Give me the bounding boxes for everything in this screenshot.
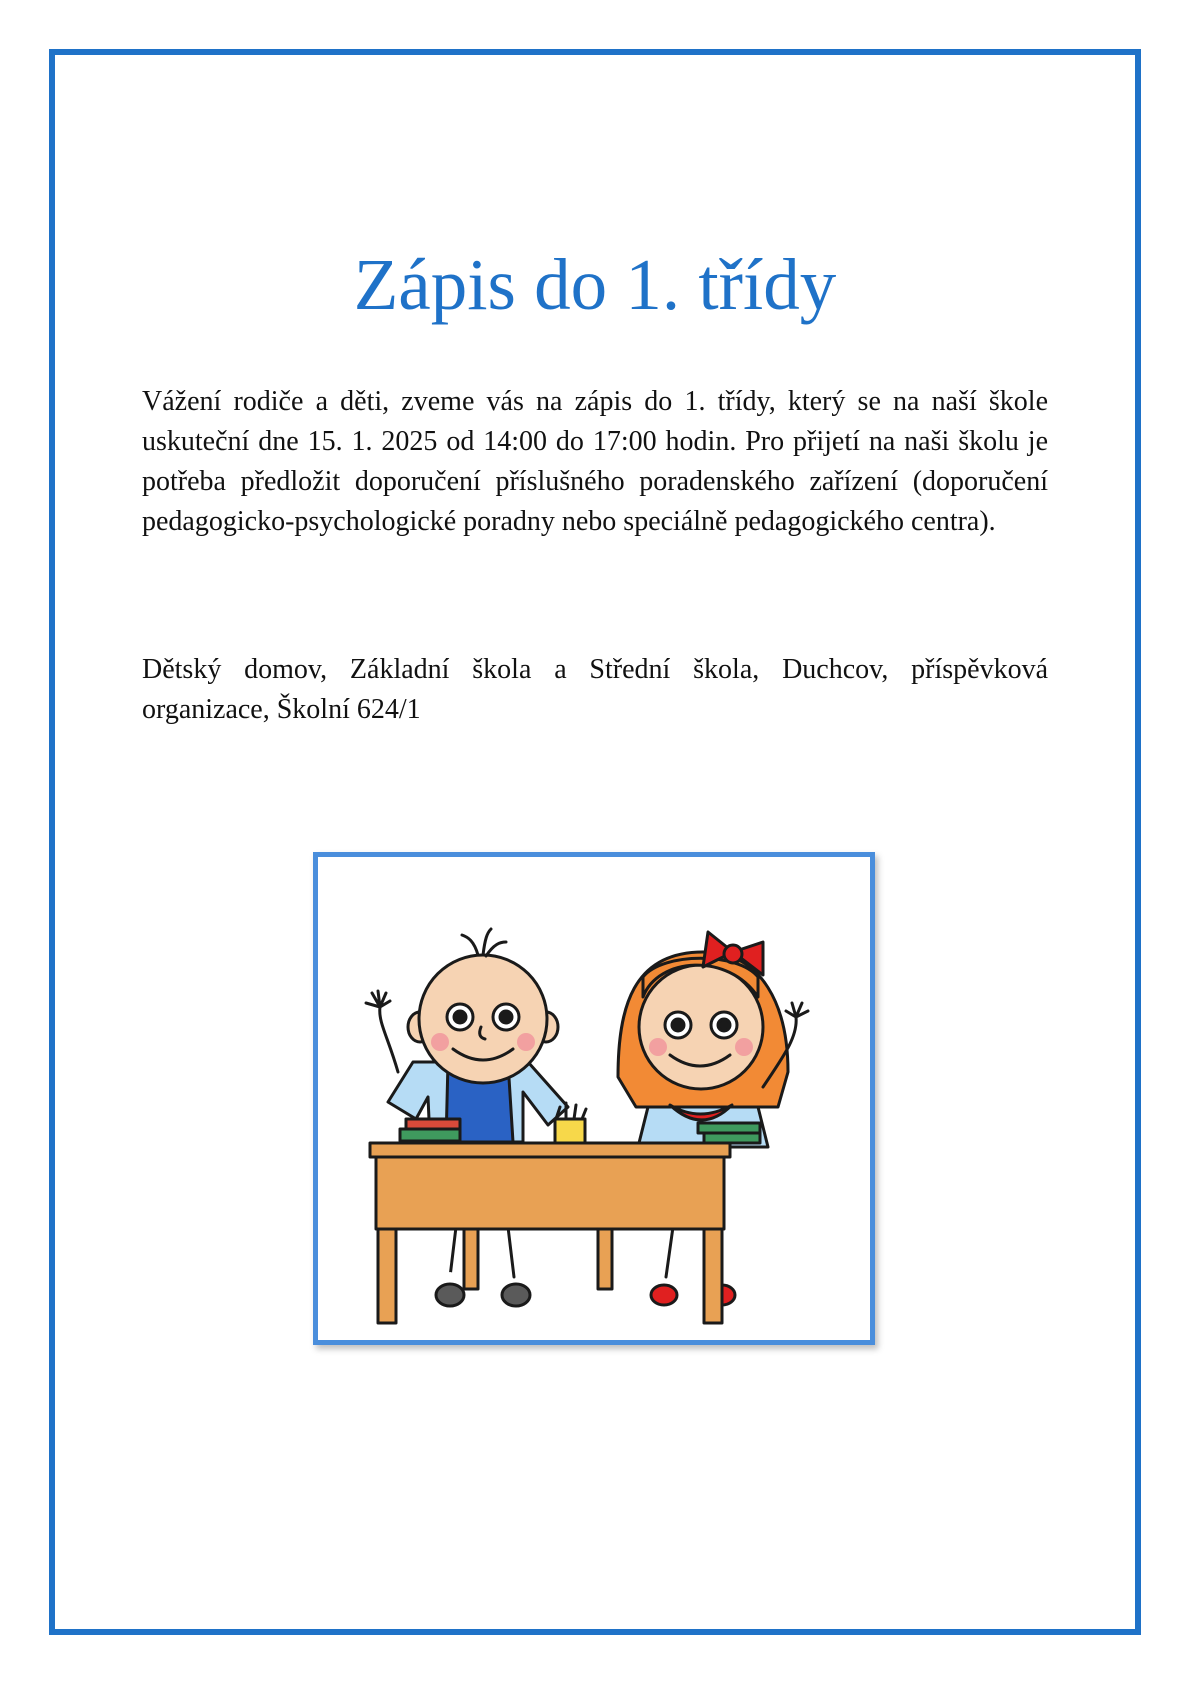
intro-paragraph: Vážení rodiče a děti, zveme vás na zápis do 1. třídy, který se na naší škole uskuteční dne 15. 1. 2025 od 14:00 do 17:00 hodin. Pro přijetí na naši školu je potřeba předložit doporučení příslušného poradenského zařízení (doporučení pedagogicko-psychologické poradny nebo speciálně pedagogického centra). [142,386,1048,537]
illustration-frame [313,852,875,1345]
page-title: Zápis do 1. třídy [353,244,837,325]
children-at-school-desk-illustration [318,857,870,1340]
school-address: Dětský domov, Základní škola a Střední škola, Duchcov, příspěvková organizace, Školní 624/1 [142,654,1048,725]
